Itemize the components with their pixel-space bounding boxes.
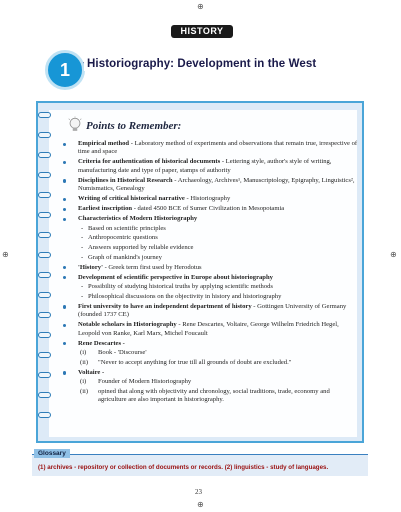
point-numbered-list (78, 349, 358, 367)
point-numbered-item: (ii) "Never to accept anything for true till all grounds of doubt are excluded." (78, 359, 358, 367)
subject-tag: HISTORY (171, 25, 233, 38)
page-number: 23 (195, 488, 202, 496)
binder-ring-icon (38, 252, 51, 258)
binder-ring-icon (38, 372, 51, 378)
point-item (58, 274, 358, 302)
glossary-text: (1) archives - repository or collection of documents or records. (2) linguistics - study of languages. (38, 464, 329, 471)
binder-ring-icon (38, 212, 51, 218)
point-subitem: - Graph of mankind's journey (78, 254, 358, 262)
point-description: - Lettering style, author's style of writing, manufacturing date and type of paper, stamps of authority (78, 158, 332, 174)
point-term: Writing of critical historical narrative (78, 195, 185, 203)
binder-ring-icon (38, 132, 51, 138)
point-numbered-item: (i) Founder of Modern Historiography (78, 378, 358, 386)
point-description: - Gottingen University of Germany (founded 1737 CE) (78, 302, 347, 319)
point-description: - Greek term first used by Herodotus (102, 263, 202, 271)
binder-ring-icon (38, 352, 51, 358)
registration-mark-bottom: ⊕ (197, 500, 204, 509)
binder-ring-icon (38, 412, 51, 418)
registration-mark-left: ⊕ (2, 250, 9, 259)
point-item (58, 215, 358, 262)
point-description: - Rene Descartes, Voltaire, George Wilhelm Friedrich Hegel, Leopold von Ranke, Karl Marx, Michel Foucault (78, 321, 339, 337)
glossary-label: Glossary (34, 449, 70, 458)
lightbulb-icon (66, 116, 84, 134)
point-term: Earliest inscription (78, 205, 133, 213)
binder-rings (38, 112, 52, 432)
point-sublist (78, 225, 358, 262)
point-term: Criteria for authentication of historical documents (78, 158, 221, 166)
binder-ring-icon (38, 232, 51, 238)
binder-ring-icon (38, 152, 51, 158)
point-numbered-item: (i) Book - 'Discourse' (78, 349, 358, 357)
point-term: Empirical method (78, 140, 130, 147)
point-description: - Laboratory method of experiments and observations that remain true, irrespective of time and space (78, 140, 358, 156)
points-list (58, 140, 358, 406)
point-subitem: - Anthropocentric questions (78, 234, 358, 242)
point-term: First university to have an independent department of history (78, 302, 252, 310)
points-to-remember-title: Points to Remember: (86, 120, 182, 132)
chapter-title: Historiography: Development in the West (84, 57, 365, 71)
binder-ring-icon (38, 272, 51, 278)
binder-ring-icon (38, 292, 51, 298)
binder-ring-icon (38, 172, 51, 178)
point-description: - dated 4500 BCE of Sumer Civilization in Mesopotamia (132, 205, 285, 213)
point-term: Notable scholars in Historiography (78, 321, 177, 329)
point-term: Rene Descartes - (78, 339, 125, 347)
point-item (58, 158, 358, 175)
registration-mark-right: ⊕ (390, 250, 397, 259)
point-term: 'History' (78, 263, 103, 271)
point-numbered-list (78, 378, 358, 404)
point-item (58, 140, 358, 157)
point-term: Voltaire - (78, 368, 105, 376)
point-term: Development of scientific perspective in Europe about historiography (78, 273, 273, 281)
glossary-bar (32, 450, 368, 476)
point-description: - Historiography (184, 195, 231, 203)
binder-ring-icon (38, 332, 51, 338)
registration-mark-top: ⊕ (197, 2, 204, 11)
point-item (58, 369, 358, 405)
point-item (58, 264, 358, 272)
point-sublist (78, 283, 358, 301)
point-subitem: - Philosophical discussions on the objectivity in history and historiography (78, 293, 358, 301)
point-description: - Archaeology, Archives¹, Manuscriptology, Epigraphy, Linguistics², Numismatics, Genealogy (78, 176, 355, 193)
chapter-number-badge: 1 (45, 50, 85, 90)
point-item (58, 205, 358, 213)
point-subitem: - Possibility of studying historical truths by applying scientific methods (78, 283, 358, 291)
point-item (58, 195, 358, 203)
binder-ring-icon (38, 192, 51, 198)
point-subitem: - Based on scientific principles (78, 225, 358, 233)
point-term: Disciplines in Historical Research (78, 176, 173, 184)
point-subitem: - Answers supported by reliable evidence (78, 244, 358, 252)
point-item (58, 303, 358, 320)
binder-ring-icon (38, 392, 51, 398)
point-item (58, 340, 358, 368)
point-item (58, 177, 358, 194)
binder-ring-icon (38, 312, 51, 318)
binder-ring-icon (38, 112, 51, 118)
point-numbered-item: (ii) opined that along with objectivity and chronology, social traditions, trade, economy and agriculture are also important in historiography. (78, 388, 358, 405)
point-term: Characteristics of Modern Historiography (78, 215, 198, 223)
point-item (58, 321, 358, 338)
